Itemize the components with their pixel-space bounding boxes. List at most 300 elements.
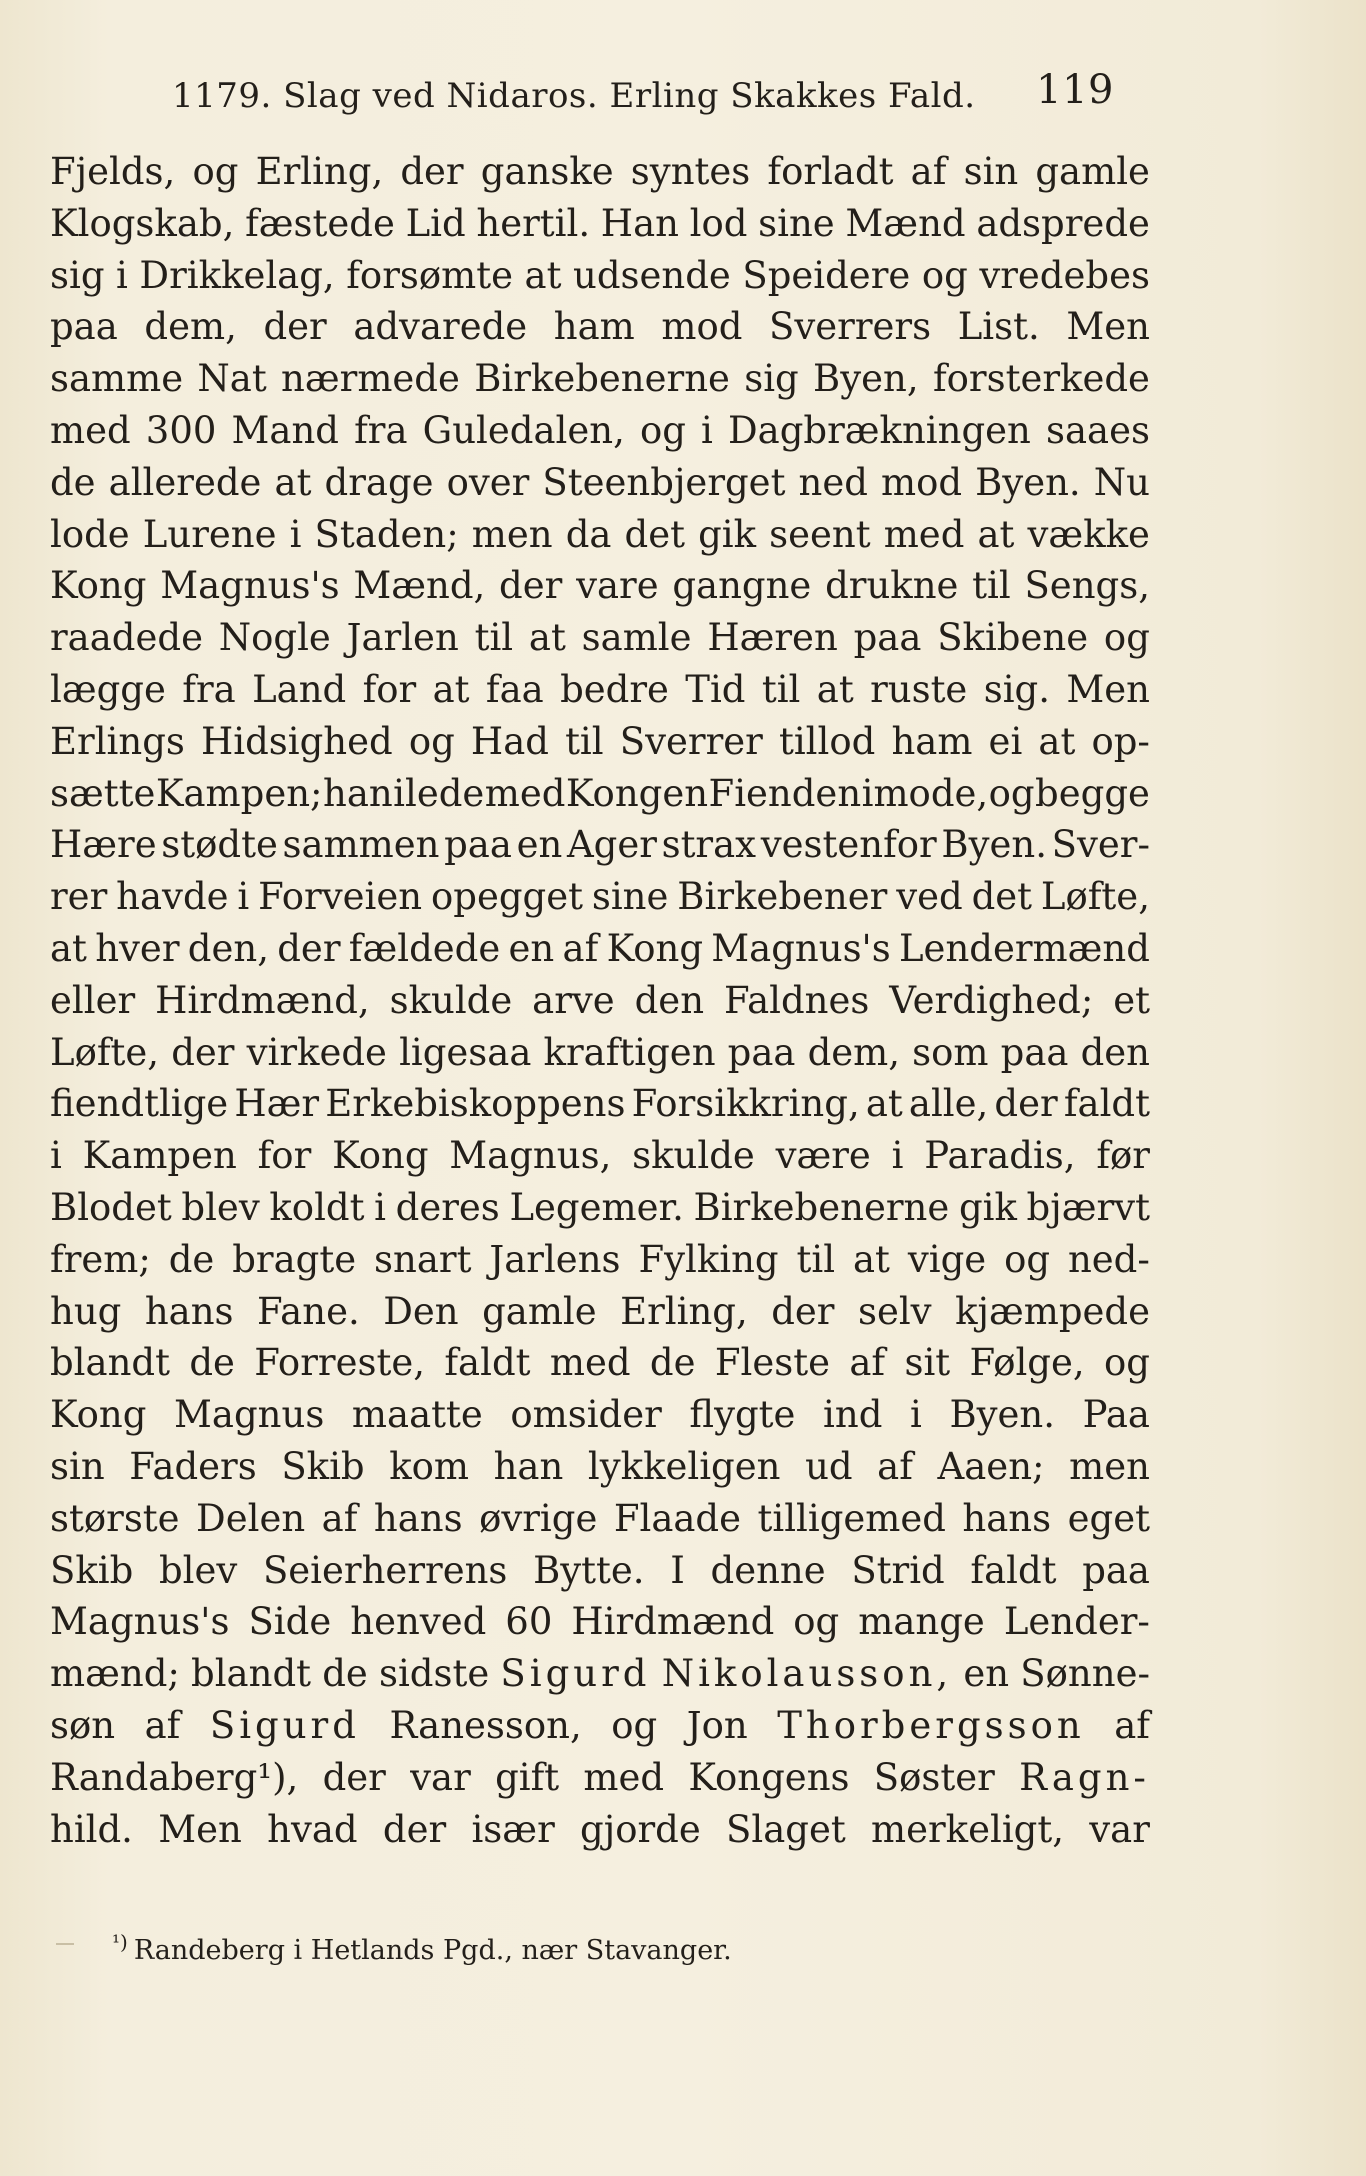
word: Magnus's — [160, 564, 340, 608]
word: Faders — [129, 1444, 257, 1488]
word: ligesaa — [399, 1030, 532, 1074]
word: før — [1096, 1134, 1150, 1178]
word: af — [1114, 1703, 1150, 1747]
word: den, — [187, 926, 269, 970]
word: Følge, — [969, 1341, 1085, 1385]
word: især — [471, 1807, 555, 1851]
word: Birkebenerne — [474, 357, 730, 401]
text-line — [50, 1286, 1150, 1338]
word: Nu — [1093, 460, 1150, 504]
word: Lender- — [1003, 1600, 1150, 1644]
word: sig — [50, 253, 105, 297]
word: Men — [1066, 305, 1150, 349]
word: Hæren — [707, 616, 838, 660]
word: virkede — [246, 1030, 387, 1074]
word: fra — [354, 408, 408, 452]
word: der — [499, 564, 563, 608]
word: at — [274, 460, 312, 504]
word: for — [362, 667, 417, 711]
word: og — [408, 719, 455, 763]
word: for — [257, 1134, 312, 1178]
word: Nogle — [218, 616, 331, 660]
word: at — [852, 1237, 890, 1281]
text-line — [50, 1182, 1150, 1234]
word: seent — [769, 512, 871, 556]
word: over — [446, 460, 530, 504]
word: koldt — [269, 1185, 365, 1229]
word: sammen — [282, 823, 440, 867]
word: Ranesson, — [389, 1703, 582, 1747]
word: paa — [1082, 1548, 1150, 1592]
word: til — [972, 564, 1011, 608]
word: fældede — [348, 926, 501, 970]
word: Jarlens — [489, 1237, 621, 1281]
word: Skib — [50, 1548, 134, 1592]
word: med — [549, 1341, 631, 1385]
word: Skib — [281, 1444, 365, 1488]
word: faldt — [1063, 1082, 1150, 1126]
word: bragte — [232, 1237, 357, 1281]
word: Magnus's — [50, 1600, 230, 1644]
word: Fjelds, — [50, 150, 176, 193]
word: Thorbergsson — [777, 1703, 1085, 1747]
text-line — [50, 1441, 1150, 1493]
word: Lurene — [142, 512, 277, 556]
text-line — [50, 1078, 1150, 1130]
word: og — [1004, 1237, 1051, 1281]
word: kjæmpede — [955, 1289, 1150, 1333]
word: Hirdmænd — [571, 1600, 775, 1644]
word: skulde — [632, 1134, 755, 1178]
word: strax — [661, 823, 757, 867]
word: ved — [896, 875, 963, 919]
text-line — [50, 560, 1150, 612]
word: største — [50, 1496, 180, 1540]
word: at — [50, 926, 87, 970]
word: gift — [495, 1755, 560, 1799]
word: raadede — [50, 616, 203, 660]
word: Birkebener — [677, 875, 888, 919]
word: dem, — [807, 1030, 901, 1074]
word: Mand — [231, 408, 339, 452]
text-line — [50, 1337, 1150, 1389]
word: de — [50, 460, 96, 504]
word: Nikolausson, — [661, 1652, 953, 1696]
word: ud — [805, 1444, 853, 1488]
word: at — [432, 667, 470, 711]
word: flygte — [689, 1393, 796, 1437]
word: den — [1080, 1030, 1150, 1074]
text-line — [50, 405, 1150, 457]
word: gik — [698, 512, 757, 556]
word: ned — [798, 460, 868, 504]
word: som — [912, 1030, 989, 1074]
word: alle, — [908, 1082, 989, 1126]
word: Byen. — [949, 1393, 1056, 1437]
word: til — [565, 719, 604, 763]
word: og — [793, 1600, 840, 1644]
word: samle — [581, 616, 692, 660]
word: Kampen — [82, 1134, 237, 1178]
word: af — [144, 1703, 181, 1747]
word: skulde — [389, 978, 513, 1022]
word: lode — [50, 512, 130, 556]
word: Steenbjerget — [542, 460, 786, 504]
text-line — [50, 612, 1150, 664]
word: paa — [853, 616, 922, 660]
word: fæstede — [245, 201, 395, 245]
word: hver — [95, 926, 180, 970]
text-line — [50, 457, 1150, 509]
word: Erlings — [50, 719, 185, 763]
word: Nat — [197, 357, 267, 401]
word: Hær — [234, 1082, 320, 1126]
word: gamle — [1035, 150, 1150, 193]
text-line — [50, 1700, 1150, 1752]
word: Løfte, — [50, 1030, 160, 1074]
word: og — [611, 1703, 658, 1747]
text-line — [50, 1596, 1150, 1648]
word: forladt — [767, 150, 894, 193]
word: Kong — [332, 1134, 429, 1178]
word: af — [321, 1496, 358, 1540]
text-line — [50, 1389, 1150, 1441]
word: Flaade — [613, 1496, 742, 1540]
chapter-title: 1179. Slag ved Nidaros. Erling Skakkes Fald. — [172, 76, 976, 116]
word: sine — [591, 875, 669, 919]
word: ganske — [480, 150, 614, 193]
word: af — [910, 150, 947, 193]
word: imode, — [861, 771, 989, 815]
word: bjærvt — [1026, 1185, 1150, 1229]
word: ei — [988, 719, 1023, 763]
word: der — [171, 1030, 235, 1074]
word: eget — [1067, 1496, 1150, 1540]
word: syntes — [630, 150, 751, 193]
word: der — [277, 926, 341, 970]
word: i — [50, 1134, 62, 1178]
word: Kampen; — [155, 771, 323, 815]
word: Legemer. — [509, 1185, 684, 1229]
word: Forveien — [258, 875, 423, 919]
word: Søster — [873, 1755, 995, 1799]
word: denne — [710, 1548, 826, 1592]
word: mange — [858, 1600, 985, 1644]
word: han — [493, 1444, 564, 1488]
word: faldt — [444, 1341, 531, 1385]
footnote-text: Randeberg i Hetlands Pgd., nær Stavanger. — [133, 1935, 732, 1966]
text-line — [50, 1130, 1150, 1182]
word: saaes — [1045, 408, 1150, 452]
word: vige — [907, 1237, 987, 1281]
word: ham — [553, 305, 635, 349]
word: op- — [1091, 719, 1150, 763]
word: da — [565, 512, 612, 556]
word: Mænd — [845, 201, 966, 245]
word: ind — [823, 1393, 883, 1437]
word: mod — [661, 305, 743, 349]
word: vredebes — [979, 253, 1150, 297]
word: søn — [50, 1703, 116, 1747]
word: Forreste, — [254, 1341, 425, 1385]
word: 60 — [505, 1600, 553, 1644]
word: men — [471, 512, 553, 556]
word: den — [634, 978, 705, 1022]
text-line — [50, 975, 1150, 1027]
word: List. — [957, 305, 1040, 349]
word: Bytte. — [533, 1548, 645, 1592]
word: Sengs, — [1024, 564, 1150, 608]
word: mod — [881, 460, 963, 504]
word: Had — [470, 719, 549, 763]
word: tilligemed — [757, 1496, 946, 1540]
word: Paa — [1082, 1393, 1150, 1437]
word: Han — [600, 201, 679, 245]
word: omsider — [510, 1393, 662, 1437]
word: ham — [891, 719, 973, 763]
word: Side — [248, 1600, 332, 1644]
word: merkeligt, — [871, 1807, 1064, 1851]
word: Sver- — [1051, 823, 1150, 867]
word: Strid — [851, 1548, 945, 1592]
word: og — [192, 150, 239, 193]
word: og — [1104, 1341, 1150, 1385]
word: Byen, — [813, 357, 919, 401]
word: Hære — [50, 823, 157, 867]
text-line — [50, 1648, 1150, 1700]
word: eller — [50, 978, 136, 1022]
text-line — [50, 250, 1150, 302]
word: med — [883, 512, 965, 556]
word: Speidere — [742, 253, 911, 297]
word: det — [624, 512, 685, 556]
word: Sønne- — [1020, 1652, 1150, 1696]
word: begge — [1035, 771, 1150, 815]
word: Lendermænd — [898, 926, 1150, 970]
word: i — [891, 1134, 904, 1178]
word: de — [189, 1341, 235, 1385]
word: bedre — [560, 667, 669, 711]
word: Magnus's — [711, 926, 891, 970]
word: og — [1103, 616, 1150, 660]
text-line — [50, 819, 1150, 871]
word: adsprede — [976, 201, 1150, 245]
word: at — [528, 616, 566, 660]
body-text — [50, 146, 1150, 1855]
word: Magnus — [174, 1393, 325, 1437]
word: Erling, — [255, 150, 384, 193]
word: blev — [181, 1185, 260, 1229]
word: Mænd, — [353, 564, 486, 608]
word: og — [639, 408, 686, 452]
word: der — [771, 1289, 835, 1333]
word: lod — [689, 201, 748, 245]
word: en — [508, 926, 555, 970]
word: Kongens — [688, 1755, 850, 1799]
word: hvad — [267, 1807, 358, 1851]
word: Delen — [196, 1496, 306, 1540]
word: Kong — [606, 926, 704, 970]
word: hans — [144, 1289, 234, 1333]
word: Fylking — [638, 1237, 779, 1281]
word: paa — [1000, 1030, 1069, 1074]
word: Faldnes — [723, 978, 870, 1022]
word: dem, — [144, 305, 237, 349]
word: Men — [158, 1807, 242, 1851]
word: der — [382, 1807, 447, 1851]
word: opegget — [430, 875, 583, 919]
word: at — [524, 253, 562, 297]
word: at — [977, 512, 1015, 556]
word: hans — [962, 1496, 1052, 1540]
word: Sigurd — [500, 1652, 651, 1696]
word: i — [701, 408, 713, 452]
word: med — [583, 1755, 665, 1799]
word: i — [116, 253, 128, 297]
word: Hidsighed — [201, 719, 393, 763]
word: til — [474, 616, 514, 660]
word: Kong — [50, 1393, 147, 1437]
word: Blodet — [50, 1185, 172, 1229]
word: forsterkede — [932, 357, 1150, 401]
page-number: 119 — [1036, 67, 1114, 113]
word: faldt — [970, 1548, 1057, 1592]
text-line — [50, 301, 1150, 353]
word: men — [1069, 1444, 1150, 1488]
word: sig — [744, 357, 799, 401]
word: fiendtlige — [50, 1082, 229, 1126]
word: Drikkelag, — [139, 253, 335, 297]
word: Staden; — [314, 512, 459, 556]
word: lægge — [50, 667, 166, 711]
word: blandt — [191, 1652, 311, 1696]
text-line — [50, 198, 1150, 250]
text-line — [50, 509, 1150, 561]
word: en — [963, 1652, 1010, 1696]
word: Erling, — [620, 1289, 748, 1333]
word: Byen. — [975, 460, 1081, 504]
word: Fleste — [714, 1341, 830, 1385]
word: drage — [324, 460, 434, 504]
text-line — [50, 664, 1150, 716]
word: Kongen — [565, 771, 709, 815]
word: det — [971, 875, 1033, 919]
word: Fane. — [257, 1289, 360, 1333]
word: at — [816, 667, 854, 711]
word: sidste — [378, 1652, 490, 1696]
margin-mark — [56, 1943, 74, 1945]
word: Verdighed; — [889, 978, 1094, 1022]
word: Sigurd — [209, 1703, 360, 1747]
word: de — [649, 1341, 696, 1385]
word: hans — [373, 1496, 463, 1540]
word: ned- — [1067, 1237, 1150, 1281]
word: gjorde — [580, 1807, 701, 1851]
word: af — [562, 926, 599, 970]
word: der — [263, 305, 327, 349]
word: et — [1113, 978, 1150, 1022]
word: var — [410, 1755, 471, 1799]
word: paa — [50, 305, 118, 349]
word: Ragn- — [1019, 1755, 1150, 1799]
word: faa — [485, 667, 544, 711]
text-line — [50, 716, 1150, 768]
word: til — [761, 667, 801, 711]
word: sætte — [50, 771, 156, 815]
word: allerede — [108, 460, 262, 504]
word: Jon — [686, 1703, 748, 1747]
word: gangne — [672, 564, 812, 608]
word: advarede — [353, 305, 528, 349]
word: maatte — [351, 1393, 483, 1437]
word: Ager — [566, 823, 657, 867]
word: med — [50, 408, 131, 452]
text-line — [50, 1752, 1150, 1804]
word: til — [796, 1237, 836, 1281]
word: kraftigen — [543, 1030, 716, 1074]
word: gik — [958, 1185, 1017, 1229]
word: sine — [758, 201, 835, 245]
word: Land — [252, 667, 347, 711]
word: Skibene — [937, 616, 1089, 660]
word: mænd; — [50, 1652, 180, 1696]
word: og — [988, 771, 1035, 815]
word: paa — [727, 1030, 796, 1074]
word: Erkebiskoppens — [325, 1082, 626, 1126]
word: Slaget — [726, 1807, 846, 1851]
word: snart — [374, 1237, 472, 1281]
word: sit — [904, 1341, 951, 1385]
word: 300 — [145, 408, 217, 452]
word: Aaen; — [937, 1444, 1045, 1488]
word: arve — [532, 978, 615, 1022]
word: Fienden — [708, 771, 862, 815]
word: blev — [158, 1548, 238, 1592]
word: vække — [1027, 512, 1150, 556]
text-line — [50, 871, 1150, 923]
word: og — [921, 253, 968, 297]
word: Magnus, — [449, 1134, 612, 1178]
word: henved — [350, 1600, 487, 1644]
word: Paradis, — [924, 1134, 1076, 1178]
word: deres — [395, 1185, 500, 1229]
word: selv — [857, 1289, 932, 1333]
word: sin — [963, 150, 1019, 193]
footnote — [112, 1922, 1112, 1971]
text-line — [50, 146, 1150, 198]
word: lykkeligen — [587, 1444, 781, 1488]
word: ilede — [393, 771, 485, 815]
word: var — [1089, 1807, 1150, 1851]
word: med — [484, 771, 566, 815]
word: Kong — [50, 564, 147, 608]
footnote-marker: ¹) — [112, 1930, 128, 1954]
word: gamle — [482, 1289, 597, 1333]
word: de — [168, 1237, 215, 1281]
word: Den — [383, 1289, 459, 1333]
word: ruste — [870, 667, 968, 711]
word: Tid — [685, 667, 746, 711]
word: af — [877, 1444, 913, 1488]
word: hug — [50, 1289, 122, 1333]
word: Seierherrens — [262, 1548, 508, 1592]
word: blandt — [50, 1341, 170, 1385]
text-line — [50, 923, 1150, 975]
word: vestenfor — [760, 823, 937, 867]
word: fra — [182, 667, 236, 711]
word: Løfte, — [1040, 875, 1150, 919]
word: vare — [576, 564, 659, 608]
